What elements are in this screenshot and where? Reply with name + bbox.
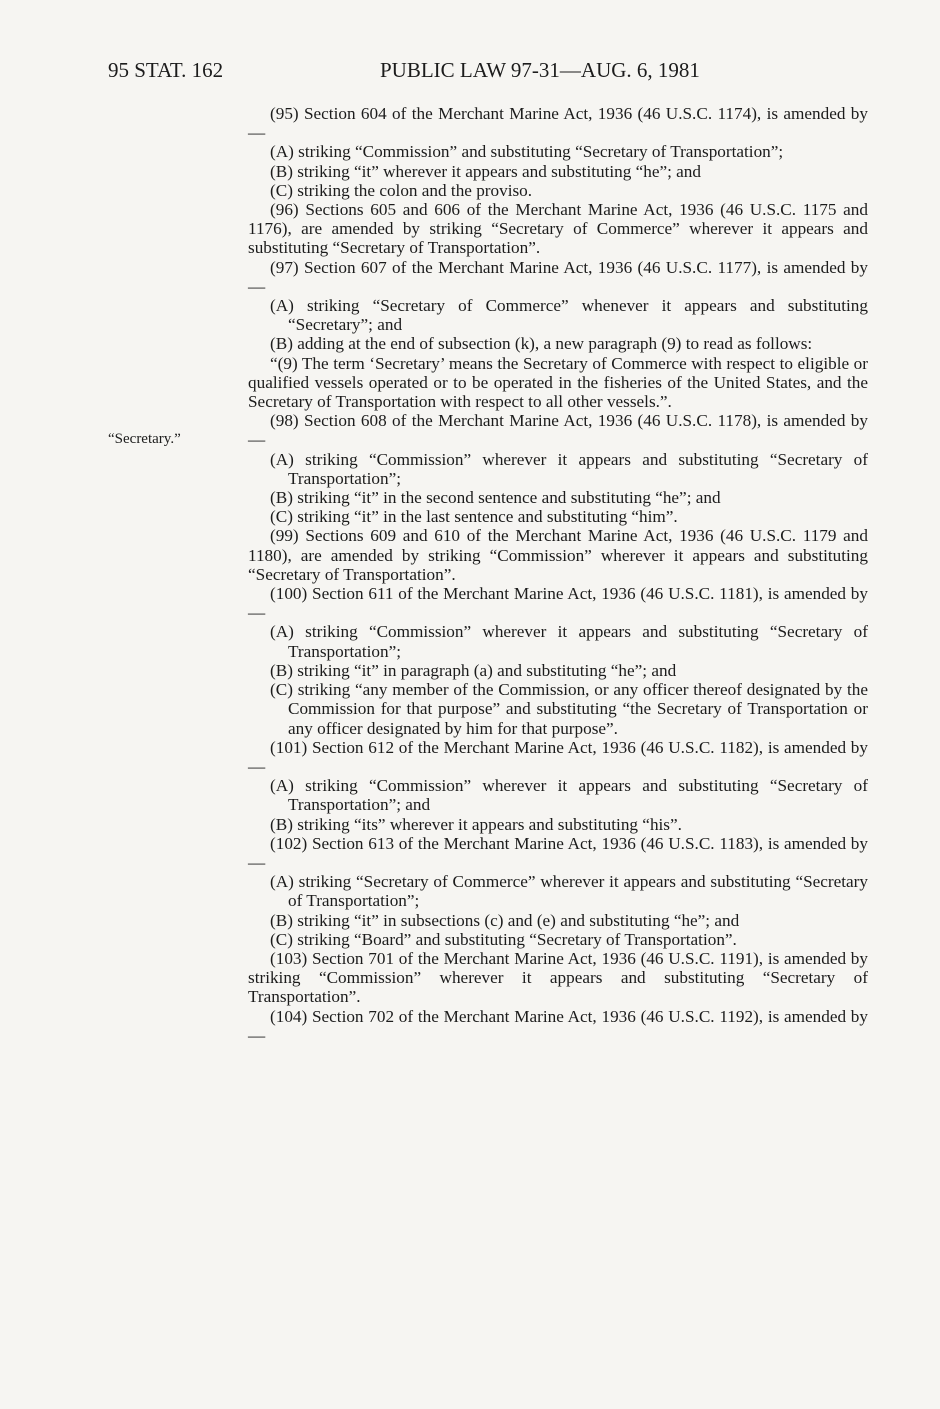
- amendment-clause: (A) striking “Secretary of Commerce” wherever it appears and substituting “Secretary of Transportation”;: [270, 872, 868, 911]
- amendment-paragraph: (96) Sections 605 and 606 of the Merchant Marine Act, 1936 (46 U.S.C. 1175 and 1176), are amended by striking “Secretary of Commerce” wherever it appears and substituting “Secretary of Transportation”.: [248, 200, 868, 258]
- amendment-clause: (C) striking the colon and the proviso.: [270, 180, 533, 200]
- amendment-paragraph: (97) Section 607 of the Merchant Marine Act, 1936 (46 U.S.C. 1177), is amended by—: [248, 257, 868, 296]
- document-body: [248, 104, 868, 1045]
- stat-page-number: 95 STAT. 162: [108, 58, 224, 82]
- amendment-paragraph: (103) Section 701 of the Merchant Marine Act, 1936 (46 U.S.C. 1191), is amended by striking “Commission” wherever it appears and substituting “Secretary of Transportation”.: [248, 948, 868, 1007]
- amendment-clause: (A) striking “Commission” wherever it appears and substituting “Secretary of Transportation”;: [270, 449, 868, 488]
- amendment-clause: (C) striking “Board” and substituting “Secretary of Transportation”.: [270, 929, 737, 949]
- amendment-paragraph: (101) Section 612 of the Merchant Marine Act, 1936 (46 U.S.C. 1182), is amended by—: [248, 737, 868, 776]
- amendment-clause: (C) striking “it” in the last sentence and substituting “him”.: [270, 507, 678, 527]
- amendment-clause: (A) striking “Secretary of Commerce” whenever it appears and substituting “Secretary”; and: [270, 296, 868, 335]
- amendment-clause: (C) striking “any member of the Commission, or any officer thereof designated by the Commission for that purpose” and substituting “the Secretary of Transportation or any officer designated by him for that purpose”.: [270, 680, 868, 738]
- amendment-paragraph: (102) Section 613 of the Merchant Marine Act, 1936 (46 U.S.C. 1183), is amended by—: [248, 833, 868, 872]
- amendment-paragraph: (100) Section 611 of the Merchant Marine Act, 1936 (46 U.S.C. 1181), is amended by—: [248, 584, 868, 623]
- margin-note: “Secretary.”: [108, 431, 181, 447]
- amendment-clause: (B) striking “its” wherever it appears and substituting “his”.: [270, 814, 682, 834]
- amendment-paragraph: (104) Section 702 of the Merchant Marine Act, 1936 (46 U.S.C. 1192), is amended by—: [248, 1006, 868, 1045]
- amendment-paragraph: (99) Sections 609 and 610 of the Merchant Marine Act, 1936 (46 U.S.C. 1179 and 1180), are amended by striking “Commission” wherever it appears and substituting “Secretary of Transportation”.: [248, 526, 868, 584]
- amendment-clause: (B) striking “it” in subsections (c) and (e) and substituting “he”; and: [270, 910, 740, 930]
- amendment-clause: (B) striking “it” wherever it appears and substituting “he”; and: [270, 161, 701, 181]
- amendment-clause: (A) striking “Commission” wherever it appears and substituting “Secretary of Transportation”;: [270, 622, 868, 661]
- amendment-paragraph: (95) Section 604 of the Merchant Marine Act, 1936 (46 U.S.C. 1174), is amended by—: [248, 104, 868, 143]
- amendment-clause: (B) striking “it” in the second sentence and substituting “he”; and: [270, 488, 721, 508]
- running-title: PUBLIC LAW 97-31—AUG. 6, 1981: [380, 58, 700, 82]
- amendment-clause: (A) striking “Commission” wherever it appears and substituting “Secretary of Transportation”; and: [270, 776, 868, 815]
- amendment-clause: (B) striking “it” in paragraph (a) and substituting “he”; and: [270, 660, 677, 680]
- amendment-clause: (A) striking “Commission” and substituting “Secretary of Transportation”;: [270, 142, 784, 162]
- page-header: [0, 58, 940, 88]
- quoted-definition: “(9) The term ‘Secretary’ means the Secretary of Commerce with respect to eligible or qualified vessels operated or to be operated in the fisheries of the United States, and the Secretary of Transportation with respect to all other vessels.”.: [248, 353, 868, 412]
- amendment-paragraph: (98) Section 608 of the Merchant Marine Act, 1936 (46 U.S.C. 1178), is amended by—: [248, 411, 868, 450]
- amendment-clause: (B) adding at the end of subsection (k), a new paragraph (9) to read as follows:: [270, 334, 813, 354]
